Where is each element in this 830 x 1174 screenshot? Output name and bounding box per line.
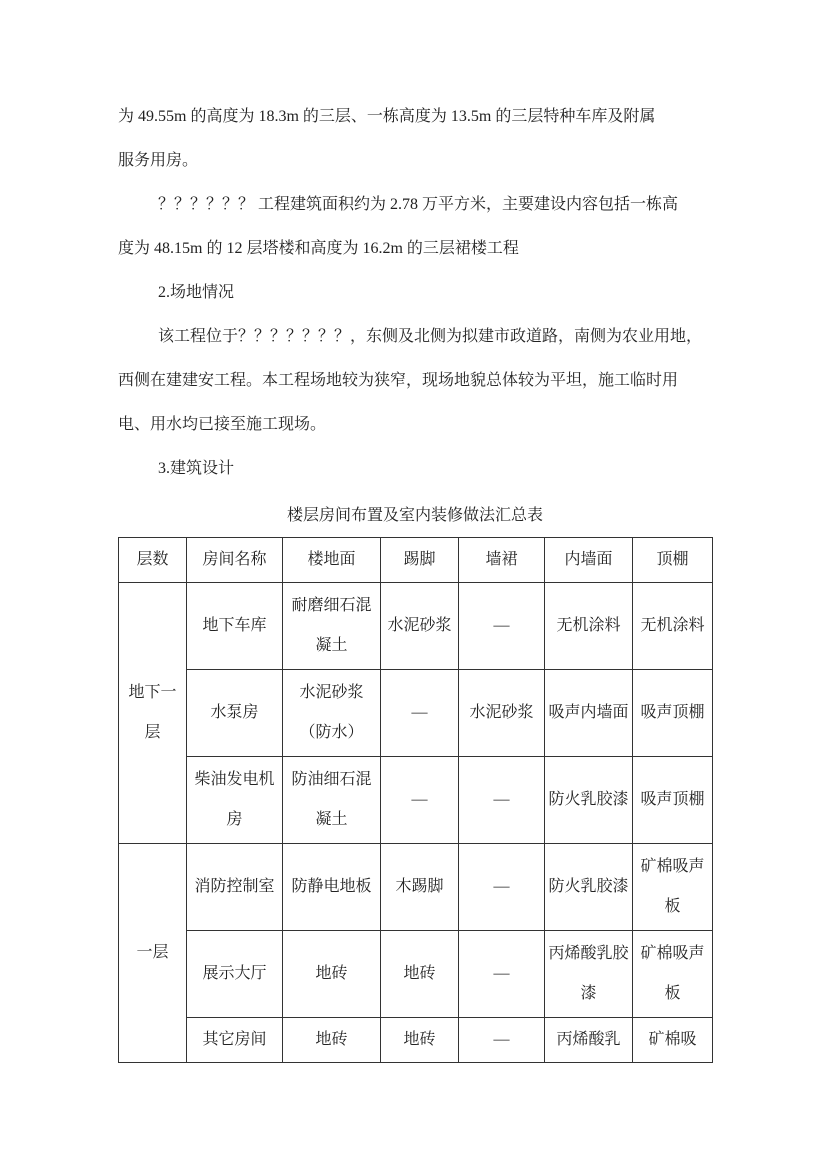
table-cell: 防火乳胶漆: [545, 844, 633, 931]
table-cell: 矿棉吸: [633, 1018, 713, 1063]
table-row: [119, 583, 713, 670]
table-cell: 其它房间: [187, 1018, 283, 1063]
table-cell: 层数: [119, 538, 187, 583]
table-cell: 地砖: [283, 931, 381, 1018]
body-text: [118, 95, 738, 491]
table-cell: 吸声顶棚: [633, 670, 713, 757]
table-cell: —: [459, 844, 545, 931]
table-cell: 防火乳胶漆: [545, 757, 633, 844]
table-cell: —: [381, 757, 459, 844]
table-cell: —: [459, 583, 545, 670]
table-cell: —: [381, 670, 459, 757]
table-cell: —: [459, 757, 545, 844]
table-cell: 展示大厅: [187, 931, 283, 1018]
table-cell: 消防控制室: [187, 844, 283, 931]
table-cell: 耐磨细石混凝土: [283, 583, 381, 670]
table-cell: 房间名称: [187, 538, 283, 583]
paragraph-line: 度为 48.15m 的 12 层塔楼和高度为 16.2m 的三层裙楼工程: [118, 240, 519, 257]
table-cell: 墙裙: [459, 538, 545, 583]
table-cell: 地砖: [283, 1018, 381, 1063]
table-cell: 地砖: [381, 1018, 459, 1063]
table-cell: 柴油发电机房: [187, 757, 283, 844]
table-cell: 吸声顶棚: [633, 757, 713, 844]
table-cell: 防静电地板: [283, 844, 381, 931]
paragraph-line: 服务用房。: [118, 152, 199, 169]
table-row: [119, 1018, 713, 1063]
table-cell: —: [459, 931, 545, 1018]
table-cell: 木踢脚: [381, 844, 459, 931]
table-cell: 丙烯酸乳: [545, 1018, 633, 1063]
table-row: [119, 670, 713, 757]
table-cell: 顶棚: [633, 538, 713, 583]
table-cell: 内墙面: [545, 538, 633, 583]
table-row: [119, 844, 713, 931]
table-cell: 矿棉吸声板: [633, 931, 713, 1018]
section-heading: 2.场地情况: [158, 284, 235, 301]
table-cell: 无机涂料: [633, 583, 713, 670]
paragraph-line: 该工程位于？？？？？？？，东侧及北侧为拟建市政道路，南侧为农业用地，: [158, 328, 703, 345]
table-cell: 一层: [119, 844, 187, 1063]
table-cell: 水泥砂浆: [381, 583, 459, 670]
table-cell: 水泥砂浆: [459, 670, 545, 757]
paragraph-line: 为 49.55m 的高度为 18.3m 的三层、一栋高度为 13.5m 的三层特种车库及附属: [118, 108, 656, 125]
table-cell: 地下一层: [119, 583, 187, 844]
table-cell: 楼地面: [283, 538, 381, 583]
paragraph-line: ？？？？？？ 工程建筑面积约为 2.78 万平方米，主要建设内容包括一栋高: [158, 196, 679, 213]
paragraph-line: 西侧在建建安工程。本工程场地较为狭窄，现场地貌总体较为平坦，施工临时用: [118, 372, 679, 389]
table-cell: 吸声内墙面: [545, 670, 633, 757]
table-cell: 水泵房: [187, 670, 283, 757]
table-row: [119, 931, 713, 1018]
table-cell: 防油细石混凝土: [283, 757, 381, 844]
table-header-row: [119, 538, 713, 583]
decoration-table: [118, 537, 713, 1063]
table-title: 楼层房间布置及室内装修做法汇总表: [286, 507, 543, 524]
paragraph-line: 电、用水均已接至施工现场。: [118, 416, 327, 433]
table-cell: 无机涂料: [545, 583, 633, 670]
table-cell: 丙烯酸乳胶漆: [545, 931, 633, 1018]
table-cell: 地下车库: [187, 583, 283, 670]
table-cell: 矿棉吸声板: [633, 844, 713, 931]
table-cell: —: [459, 1018, 545, 1063]
section-heading: 3.建筑设计: [158, 460, 235, 477]
table-cell: 踢脚: [381, 538, 459, 583]
table-row: [119, 757, 713, 844]
table-cell: 地砖: [381, 931, 459, 1018]
table-cell: 水泥砂浆（防水）: [283, 670, 381, 757]
